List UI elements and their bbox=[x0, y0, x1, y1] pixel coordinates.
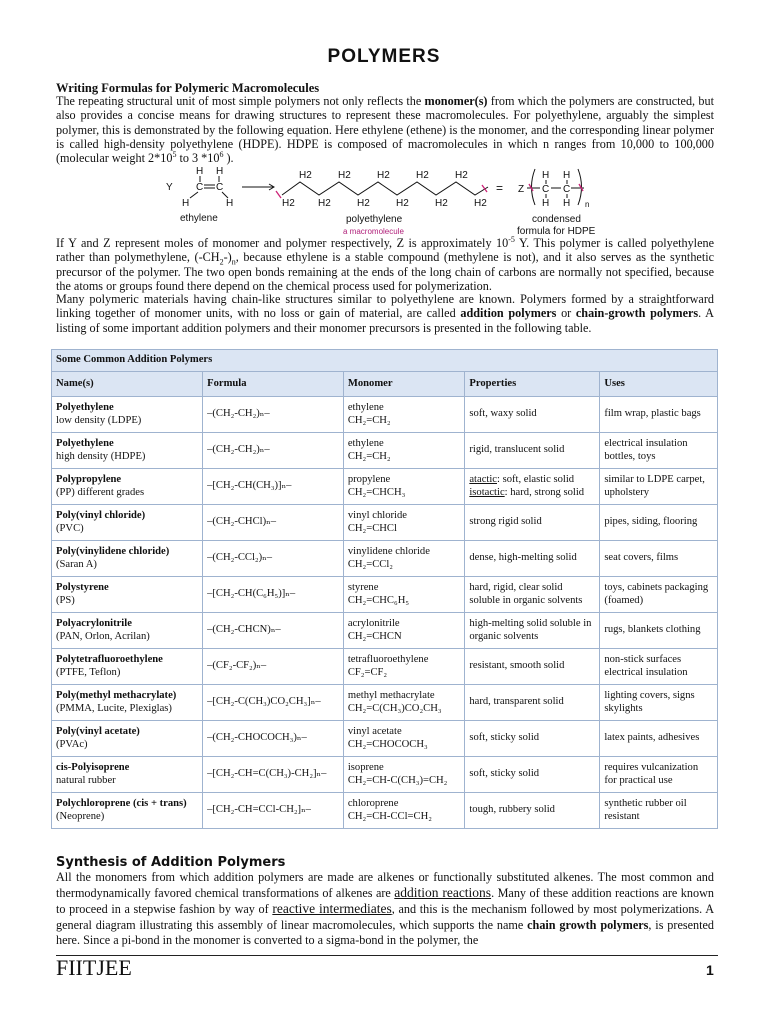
h2-group: H2 bbox=[299, 170, 312, 181]
column-header: Uses bbox=[600, 372, 718, 397]
monomer-cell bbox=[343, 505, 465, 541]
name-cell bbox=[52, 613, 203, 649]
name-cell bbox=[52, 793, 203, 829]
polymer-alt-name: (PVC) bbox=[56, 522, 84, 534]
monomer-name: vinyl chloride bbox=[347, 510, 407, 521]
bold-term: monomer(s) bbox=[424, 94, 488, 108]
h2-group: H2 bbox=[318, 198, 331, 209]
text: or bbox=[556, 306, 576, 321]
column-header: Monomer bbox=[343, 372, 465, 397]
monomer-formula: CH₂=C(CH₃)CO₂CH₃ bbox=[347, 702, 442, 714]
text: from which the polymers are constructed, but also provides a concise means for drawing structures to represent these macromolecules. For polyethylene, arguably the simplest polymer, this is demonstrated by the following equation. Here ethylene (ethene) is the monomer, and the corresponding linear polymer is called high-density polyethylene (HDPE). HDPE is composed of macromolecules in which n ranges from 10,000 to 100,000 (molecular weight 2*10 bbox=[56, 94, 714, 166]
h2-group: H2 bbox=[396, 198, 409, 209]
property-text: : soft, elastic solid bbox=[496, 474, 575, 485]
text: If Y and Z represent moles of monomer and polymer respectively, Z is approximately 10 bbox=[56, 236, 509, 250]
page-title: POLYMERS bbox=[327, 46, 441, 67]
polymer-alt-name: (Saran A) bbox=[56, 558, 97, 570]
table-row bbox=[52, 793, 718, 829]
properties-cell bbox=[465, 541, 600, 577]
formula-cell: –[CH₂-C(CH₃)CO₂CH₃]ₙ– bbox=[203, 685, 344, 721]
table-row bbox=[52, 613, 718, 649]
property-text: soft, sticky solid bbox=[469, 768, 540, 780]
name-cell bbox=[52, 469, 203, 505]
monomer-formula: CH₂=CH-CCl=CH₂ bbox=[347, 810, 432, 822]
monomer-name: methyl methacrylate bbox=[347, 690, 435, 701]
polymer-alt-name: natural rubber bbox=[56, 774, 116, 786]
z-label: Z bbox=[518, 184, 525, 195]
polyethylene-label: polyethylene bbox=[346, 214, 403, 225]
table-row bbox=[52, 649, 718, 685]
text: , because ethylene is a stable compound (methylene is not), and it also serves as the synthetic precursor of the polymer. The two open bonds remaining at the ends of the long chain of carbons are normally not specified, because the atoms or groups found there depend on the chemical process used for polymerization. bbox=[56, 250, 715, 293]
properties-cell bbox=[465, 397, 600, 433]
polymer-name: Polyacrylonitrile bbox=[56, 618, 132, 629]
monomer-formula: CH₂=CH-C(CH₃)=CH₂ bbox=[347, 774, 448, 786]
property-text: rigid, translucent solid bbox=[469, 444, 565, 456]
monomer-cell bbox=[343, 757, 465, 793]
name-cell bbox=[52, 649, 203, 685]
monomer-formula: CH₂=CHCl bbox=[347, 522, 397, 534]
link-addition-reactions[interactable]: addition reactions bbox=[394, 885, 492, 901]
text: The repeating structural unit of most simple polymers not only reflects the bbox=[56, 94, 425, 108]
macromolecule-label: a macromolecule bbox=[343, 227, 404, 236]
formula-cell: –(CH₂-CCl₂)ₙ– bbox=[203, 541, 344, 577]
monomer-formula: CH₂=CHC₆H₅ bbox=[347, 594, 410, 606]
table-caption: Some Common Addition Polymers bbox=[52, 350, 718, 372]
monomer-formula: CH₂=CH₂ bbox=[347, 414, 391, 426]
table-row bbox=[52, 757, 718, 793]
table-header-row bbox=[52, 372, 718, 397]
text: Y. This polymer is called polyethylene rather than polymethylene, (-CH bbox=[56, 236, 714, 265]
uses-cell: synthetic rubber oil resistant bbox=[600, 793, 718, 829]
properties-cell bbox=[465, 757, 600, 793]
uses-cell: toys, cabinets packaging (foamed) bbox=[600, 577, 718, 613]
page-number: 1 bbox=[706, 962, 714, 978]
atom-h: H bbox=[196, 166, 204, 177]
property-text: soft, waxy solid bbox=[469, 408, 537, 420]
monomer-cell bbox=[343, 685, 465, 721]
atom-h: H bbox=[542, 170, 550, 181]
monomer-formula: CH₂=CH₂ bbox=[347, 450, 391, 462]
footer-rule bbox=[56, 955, 718, 956]
name-cell bbox=[52, 433, 203, 469]
table-row bbox=[52, 433, 718, 469]
table-row bbox=[52, 541, 718, 577]
polymer-alt-name: (PMMA, Lucite, Plexiglas) bbox=[56, 702, 172, 714]
atom-c: C bbox=[216, 182, 224, 193]
text: . Many of these addition reactions are known to proceed in a stepwise fashion by way of bbox=[56, 886, 714, 917]
property-text: high-melting solid soluble in organic solvents bbox=[469, 618, 592, 642]
h2-group: H2 bbox=[282, 198, 295, 209]
properties-cell bbox=[465, 649, 600, 685]
polymer-alt-name: (PP) different grades bbox=[56, 486, 145, 498]
property-text: strong rigid solid bbox=[469, 516, 542, 528]
subscript: 2 bbox=[219, 257, 224, 267]
link-reactive-intermediates[interactable]: reactive intermediates bbox=[272, 901, 392, 917]
text: ). bbox=[223, 151, 234, 166]
polymer-name: cis-Polyisoprene bbox=[56, 762, 130, 773]
uses-cell: electrical insulation bottles, toys bbox=[600, 433, 718, 469]
monomer-formula: CH₂=CHOCOCH₃ bbox=[347, 738, 428, 750]
monomer-cell bbox=[343, 433, 465, 469]
uses-cell: rugs, blankets clothing bbox=[600, 613, 718, 649]
table-row bbox=[52, 397, 718, 433]
h2-group: H2 bbox=[357, 198, 370, 209]
uses-cell: film wrap, plastic bags bbox=[600, 397, 718, 433]
name-cell bbox=[52, 541, 203, 577]
subscript-n: n bbox=[585, 200, 590, 209]
property-text: resistant, smooth solid bbox=[469, 660, 565, 672]
h2-group: H2 bbox=[435, 198, 448, 209]
h2-group: H2 bbox=[474, 198, 487, 209]
polymer-name: Poly(vinyl chloride) bbox=[56, 510, 146, 521]
h2-group: H2 bbox=[455, 170, 468, 181]
polymer-alt-name: (PAN, Orlon, Acrilan) bbox=[56, 630, 150, 642]
tacticity-term: isotactic bbox=[469, 486, 505, 498]
uses-cell: pipes, siding, flooring bbox=[600, 505, 718, 541]
formula-cell: –(CH₂-CHOCOCH₃)ₙ– bbox=[203, 721, 344, 757]
atom-c: C bbox=[196, 182, 204, 193]
uses-cell: seat covers, films bbox=[600, 541, 718, 577]
table-row bbox=[52, 721, 718, 757]
table-row bbox=[52, 469, 718, 505]
monomer-cell bbox=[343, 397, 465, 433]
properties-cell bbox=[465, 793, 600, 829]
text: to 3 *10 bbox=[176, 151, 220, 166]
monomer-formula: CF₂=CF₂ bbox=[347, 666, 388, 678]
addition-polymers-table bbox=[51, 349, 718, 829]
monomer-cell bbox=[343, 613, 465, 649]
monomer-formula: CH₂=CHCH₃ bbox=[347, 486, 406, 498]
monomer-cell bbox=[343, 649, 465, 685]
monomer-name: propylene bbox=[347, 474, 391, 485]
polymer-alt-name: (PTFE, Teflon) bbox=[56, 666, 121, 678]
text: Many polymeric materials having chain-like structures similar to polyethylene are known. Polymers formed by a straightforward linking together of monomer units, with no loss or gain of material, are called bbox=[56, 292, 714, 321]
formula-cell: –[CH₂-CH(C₆H₅)]ₙ– bbox=[203, 577, 344, 613]
h2-group: H2 bbox=[377, 170, 390, 181]
column-header: Name(s) bbox=[52, 372, 203, 397]
property-text: tough, rubbery solid bbox=[469, 804, 555, 816]
bold-term: addition polymers bbox=[460, 306, 557, 321]
monomer-cell bbox=[343, 793, 465, 829]
monomer-name: styrene bbox=[347, 582, 379, 593]
h2-group: H2 bbox=[338, 170, 351, 181]
text: -) bbox=[223, 250, 232, 265]
formula-cell: –[CH₂-CH(CH₃)]ₙ– bbox=[203, 469, 344, 505]
condensed-label: formula for HDPE bbox=[517, 226, 596, 237]
property-text: hard, rigid, clear solid soluble in organic solvents bbox=[469, 582, 583, 606]
monomer-cell bbox=[343, 469, 465, 505]
tacticity-term: atactic bbox=[469, 474, 497, 485]
y-label: Y bbox=[166, 182, 173, 193]
monomer-formula: CH₂=CCl₂ bbox=[347, 558, 393, 570]
polymer-alt-name: (PVAc) bbox=[56, 738, 88, 750]
name-cell bbox=[52, 397, 203, 433]
atom-h: H bbox=[226, 198, 234, 209]
properties-cell bbox=[465, 577, 600, 613]
formula-cell: –(CF₂-CF₂)ₙ– bbox=[203, 649, 344, 685]
polymer-alt-name: (Neoprene) bbox=[56, 810, 105, 822]
ethylene-label: ethylene bbox=[180, 213, 218, 224]
atom-c: C bbox=[542, 184, 550, 195]
superscript: 5 bbox=[172, 150, 177, 160]
monomer-cell bbox=[343, 577, 465, 613]
subscript: n bbox=[231, 257, 236, 267]
monomer-name: tetrafluoroethylene bbox=[347, 654, 429, 665]
name-cell bbox=[52, 577, 203, 613]
properties-cell bbox=[465, 505, 600, 541]
moles-paragraph bbox=[56, 236, 714, 293]
atom-h: H bbox=[542, 198, 550, 209]
monomer-name: vinylidene chloride bbox=[347, 546, 430, 557]
formula-cell: –[CH₂-CH=CCl-CH₂]ₙ– bbox=[203, 793, 344, 829]
bold-term: chain growth polymers bbox=[527, 917, 649, 932]
atom-h: H bbox=[182, 198, 190, 209]
property-text: soft, sticky solid bbox=[469, 732, 540, 744]
table-caption-row bbox=[52, 350, 718, 372]
formula-cell: –(CH₂-CH₂)ₙ– bbox=[203, 433, 344, 469]
polymer-name: Polytetrafluoroethylene bbox=[56, 654, 163, 665]
monomer-formula: CH₂=CHCN bbox=[347, 630, 402, 642]
property-text: hard, transparent solid bbox=[469, 696, 564, 708]
synthesis-paragraph bbox=[56, 870, 714, 948]
name-cell bbox=[52, 685, 203, 721]
open-bond-marker bbox=[276, 191, 281, 198]
table-row bbox=[52, 685, 718, 721]
superscript: 6 bbox=[219, 150, 224, 160]
condensed-label: condensed bbox=[532, 214, 581, 225]
monomer-name: isoprene bbox=[347, 762, 384, 773]
polymer-alt-name: low density (LDPE) bbox=[56, 414, 142, 426]
monomer-name: acrylonitrile bbox=[347, 618, 400, 629]
name-cell bbox=[52, 505, 203, 541]
addition-polymers-paragraph bbox=[56, 292, 714, 335]
formula-cell: –(CH₂-CH₂)ₙ– bbox=[203, 397, 344, 433]
name-cell bbox=[52, 721, 203, 757]
uses-cell: similar to LDPE carpet, upholstery bbox=[600, 469, 718, 505]
properties-cell bbox=[465, 721, 600, 757]
property-text: : hard, strong solid bbox=[504, 486, 585, 498]
text: , and this is the mechanism followed by most polymerizations. A general diagram illustrating this assembly of linear macromolecules, which supports the name bbox=[56, 902, 715, 932]
properties-cell bbox=[465, 685, 600, 721]
text: , is presented here. Since a pi-bond in the monomer is converted to a sigma-bond in the polymer, the bbox=[56, 917, 714, 947]
polymer-name: Polyethylene bbox=[56, 402, 114, 413]
h2-group: H2 bbox=[416, 170, 429, 181]
polymer-name: Polystyrene bbox=[56, 582, 109, 593]
bold-term: chain-growth polymers bbox=[575, 306, 699, 321]
properties-cell bbox=[465, 469, 600, 505]
monomer-name: chloroprene bbox=[347, 798, 399, 809]
uses-cell: latex paints, adhesives bbox=[600, 721, 718, 757]
section-subheading: Writing Formulas for Polymeric Macromolecules bbox=[56, 81, 320, 95]
atom-h: H bbox=[216, 166, 224, 177]
intro-paragraph bbox=[56, 94, 714, 165]
atom-c: C bbox=[563, 184, 571, 195]
polymer-name: Polyethylene bbox=[56, 438, 114, 449]
properties-cell bbox=[465, 613, 600, 649]
uses-cell: lighting covers, signs skylights bbox=[600, 685, 718, 721]
superscript: -5 bbox=[508, 234, 515, 244]
monomer-cell bbox=[343, 541, 465, 577]
uses-cell: non-stick surfaces electrical insulation bbox=[600, 649, 718, 685]
polyethylene-equation-diagram bbox=[160, 163, 640, 243]
uses-cell: requires vulcanization for practical use bbox=[600, 757, 718, 793]
atom-h: H bbox=[563, 170, 571, 181]
polymer-name: Poly(vinylidene chloride) bbox=[56, 546, 170, 557]
column-header: Properties bbox=[465, 372, 600, 397]
atom-h: H bbox=[563, 198, 571, 209]
equals-sign: = bbox=[496, 181, 504, 195]
text: All the monomers from which addition polymers are made are alkenes or functionally substituted alkenes. The most common and thermodynamically favored chemical transformations of alkenes are bbox=[56, 870, 714, 901]
formula-cell: –(CH₂-CHCl)ₙ– bbox=[203, 505, 344, 541]
polymer-alt-name: (PS) bbox=[56, 594, 75, 606]
property-text: dense, high-melting solid bbox=[469, 552, 577, 564]
section-heading: Synthesis of Addition Polymers bbox=[56, 855, 286, 870]
polymer-alt-name: high density (HDPE) bbox=[56, 450, 146, 462]
formula-cell: –[CH₂-CH=C(CH₃)-CH₂]ₙ– bbox=[203, 757, 344, 793]
table-row bbox=[52, 577, 718, 613]
name-cell bbox=[52, 757, 203, 793]
properties-cell bbox=[465, 433, 600, 469]
polymer-name: Polychloroprene (cis + trans) bbox=[56, 798, 187, 809]
monomer-name: ethylene bbox=[347, 438, 384, 449]
polymer-name: Poly(vinyl acetate) bbox=[56, 726, 140, 737]
polymer-name: Polypropylene bbox=[56, 474, 122, 485]
footer-logo: FIITJEE bbox=[56, 955, 132, 980]
monomer-name: vinyl acetate bbox=[347, 726, 402, 737]
table-row bbox=[52, 505, 718, 541]
formula-cell: –(CH₂-CHCN)ₙ– bbox=[203, 613, 344, 649]
polymer-name: Poly(methyl methacrylate) bbox=[56, 690, 177, 701]
monomer-name: ethylene bbox=[347, 402, 384, 413]
monomer-cell bbox=[343, 721, 465, 757]
column-header: Formula bbox=[203, 372, 344, 397]
text: . A listing of some important addition polymers and their monomer precursors is presented in the following table. bbox=[56, 306, 714, 335]
